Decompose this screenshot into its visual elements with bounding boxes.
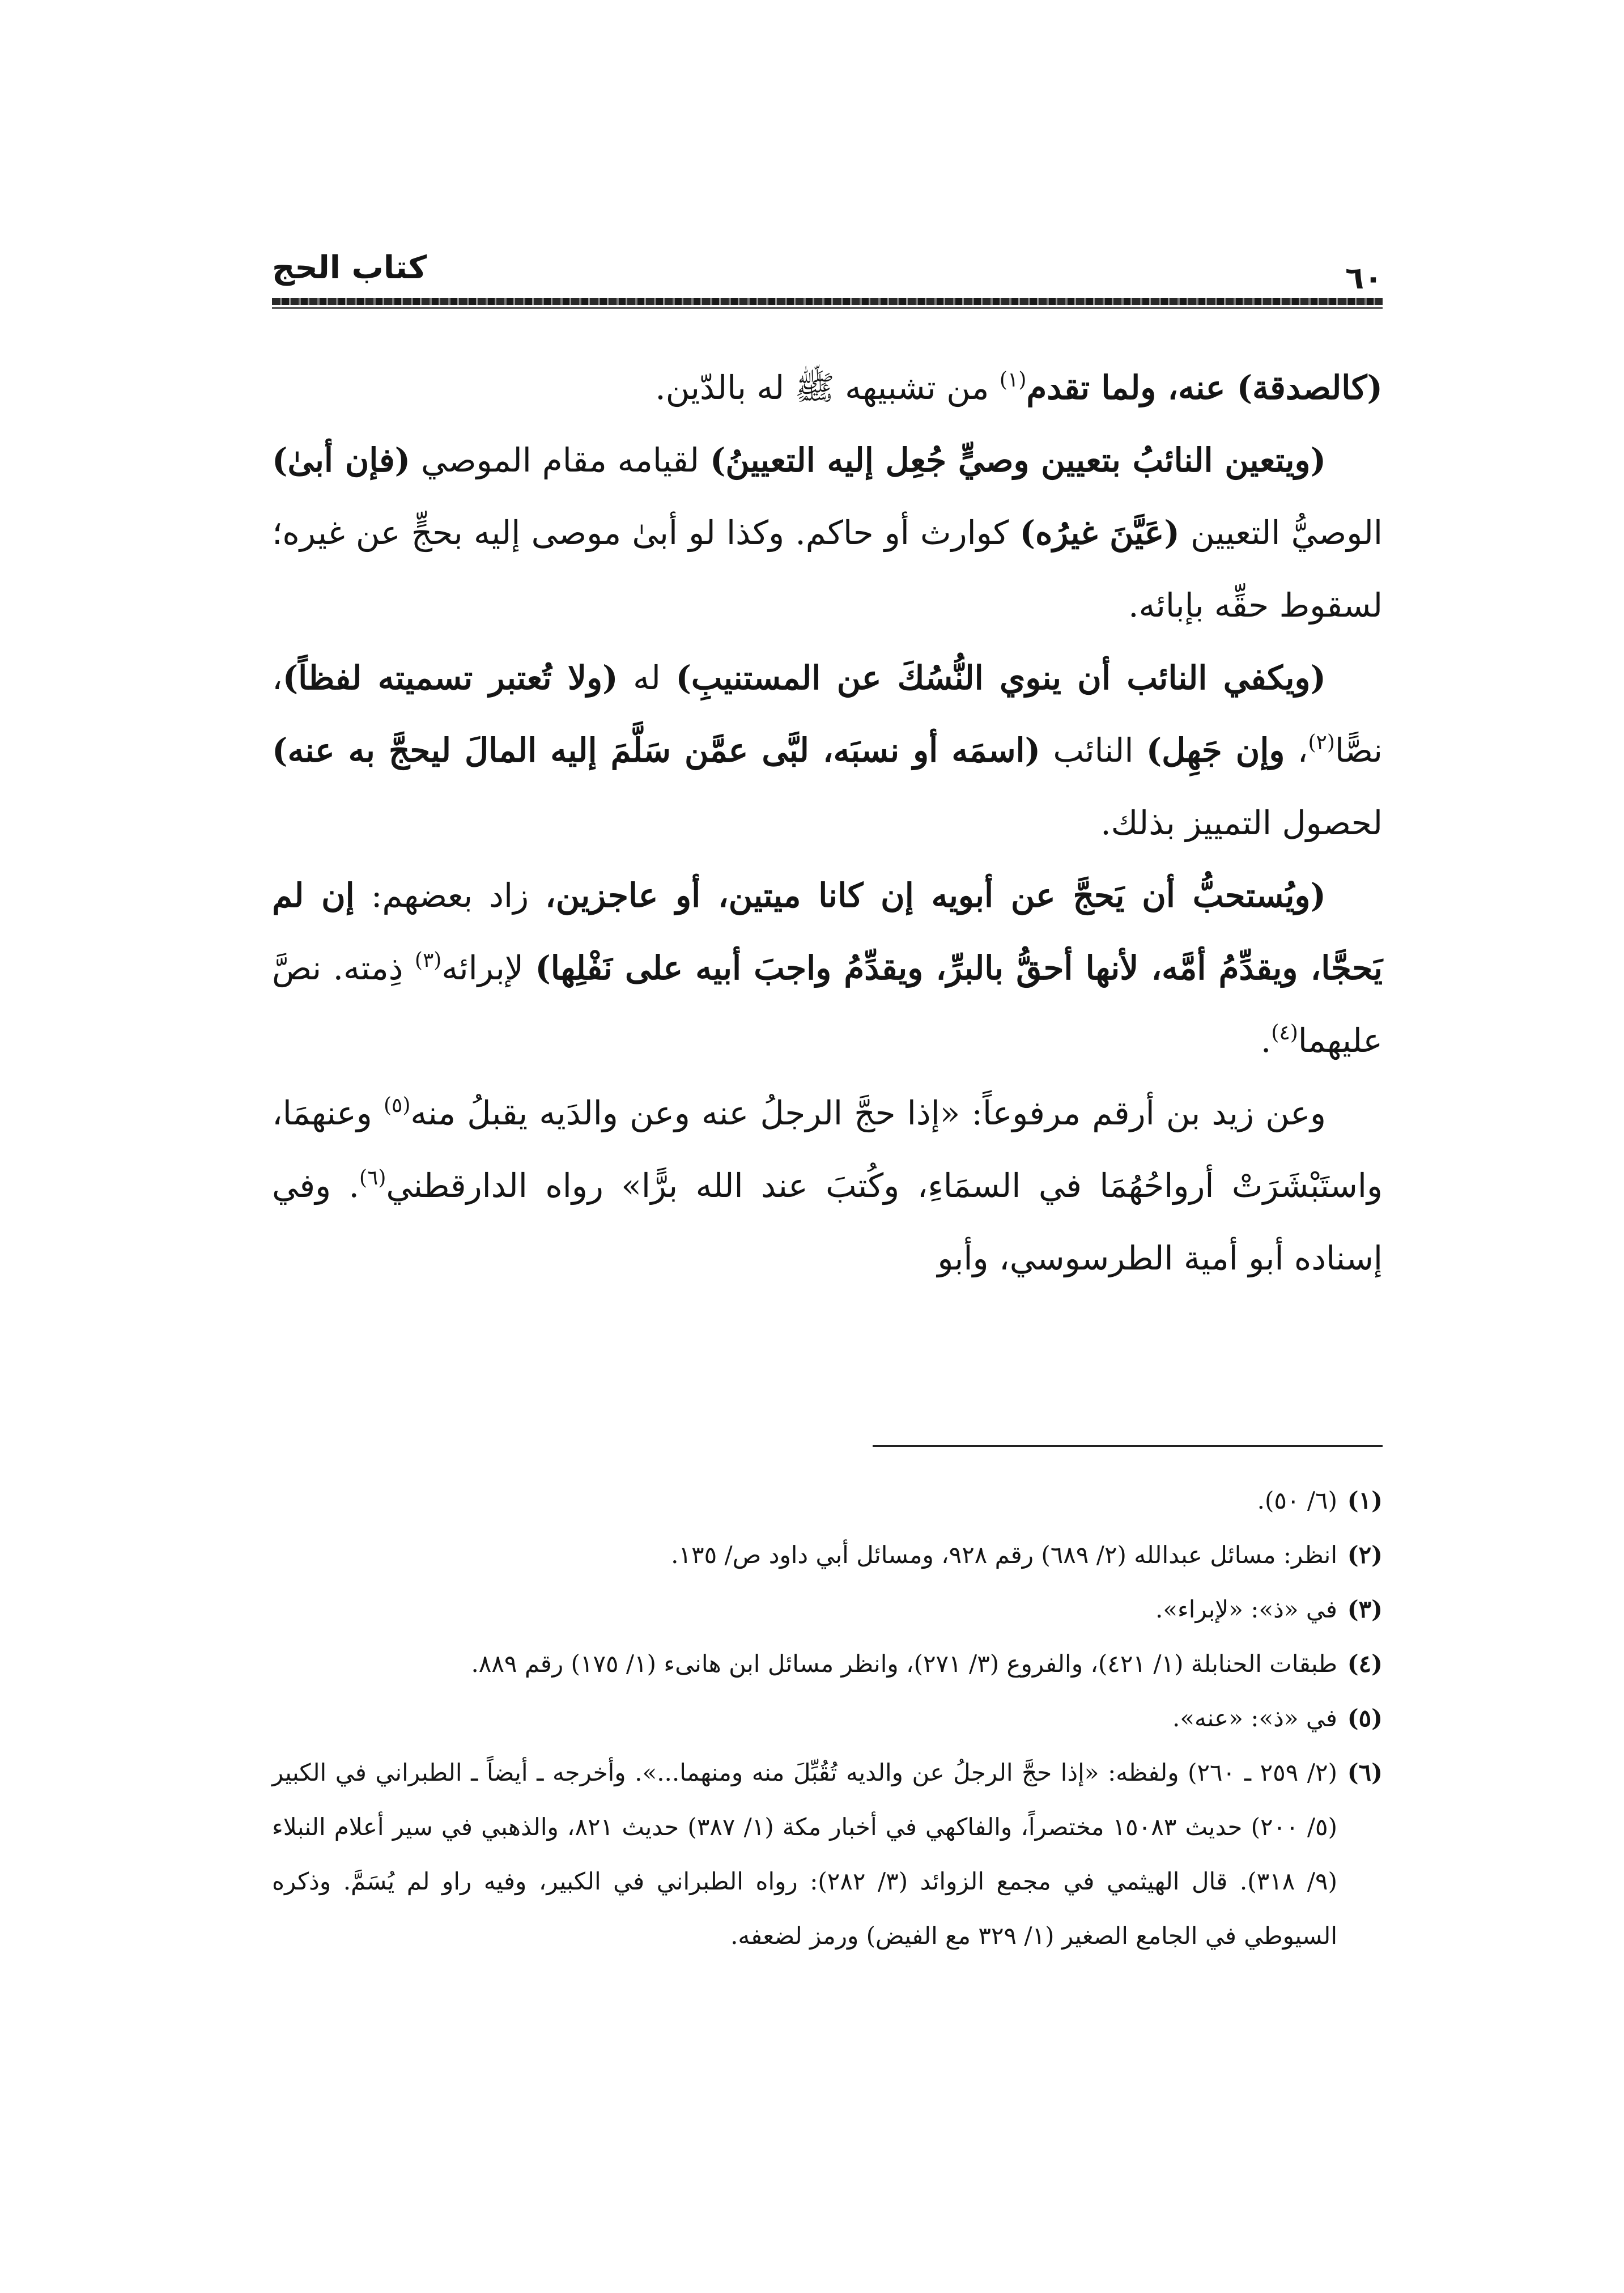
footnote-number: (٥) — [1347, 1704, 1383, 1732]
paragraph — [272, 859, 1383, 1077]
matn-text: (ولا تُعتبر تسميته لفظاً) — [282, 659, 618, 697]
commentary-text: النائب — [1040, 731, 1146, 770]
commentary-text: زاد بعضهم: — [354, 876, 546, 915]
footnote-number: (٦) — [1347, 1759, 1383, 1786]
matn-text: (اسمَه أو نسبَه، لبَّى عمَّن سَلَّمَ إليه المالَ ليحجَّ به عنه) — [272, 731, 1041, 770]
matn-text: (ويتعين النائبُ بتعيين وصيٍّ جُعِل إليه التعيينُ) — [709, 441, 1327, 479]
commentary-text: ، — [1285, 731, 1308, 770]
page-number: ٦٠ — [1345, 260, 1383, 296]
footnote-text: (٢/ ٢٥٩ ـ ٢٦٠) ولفظه: «إذا حجَّ الرجلُ عن والديه تُقُبِّلَ منه ومنهما...». وأخرجه ـ أيضاً ـ الطبراني في الكبير (٥/ ٢٠٠) حديث ١٥٠٨٣ مختصراً، والفاكهي في أخبار مكة (١/ ٣٨٧) حديث ٨٢١، والذهبي في سير أعلام النبلاء (٩/ ٣١٨). قال الهيثمي في مجمع الزوائد (٣/ ٢٨٢): رواه الطبراني في الكبير، وفيه راو لم يُسَمَّ. وذكره السيوطي في الجامع الصغير (١/ ٣٢٩ مع الفيض) ورمز لضعفه. — [272, 1759, 1337, 1950]
footnote-number: (٢) — [1347, 1541, 1383, 1569]
footnote — [272, 1746, 1383, 1963]
main-text — [272, 351, 1383, 1294]
paragraph — [272, 351, 1383, 424]
footnote-text: طبقات الحنابلة (١/ ٤٢١)، والفروع (٣/ ٢٧١)، وانظر مسائل ابن هانىء (١/ ١٧٥) رقم ٨٨٩. — [471, 1650, 1337, 1678]
footnote-ref: (١) — [999, 368, 1027, 392]
footnote-text: في «ذ»: «لإبراء». — [1155, 1595, 1337, 1623]
footnote-ref: (٤) — [1271, 1021, 1298, 1044]
footnote-ref: (٦) — [359, 1166, 386, 1190]
commentary-text: من تشبيهه ﷺ له بالدّين. — [655, 368, 1000, 407]
footnote-ref: (٥) — [383, 1094, 411, 1117]
commentary-text: لقيامه مقام الموصي — [410, 441, 710, 479]
matn-text: وإن جَهِل) — [1146, 731, 1285, 770]
matn-text: (ويكفي النائب أن ينوي النُّسُكَ عن المستنيبِ) — [675, 659, 1327, 697]
matn-text: إن لم يَحجَّا، ويقدِّمُ أمَّه، لأنها أحقُّ بالبرِّ، ويقدِّمُ واجبَ أبيه على نَفْلِها) — [272, 876, 1383, 987]
paragraph — [272, 642, 1383, 859]
commentary-text: ذِمته. نصَّ عليهما — [272, 949, 1383, 1060]
matn-text: (فإن أبىٰ) — [272, 441, 411, 479]
footnote-text: (٦/ ٥٠). — [1257, 1487, 1337, 1514]
commentary-text: كوارث أو حاكم. وكذا لو أبىٰ موصى إليه بحجٍّ عن غيره؛ لسقوط حقِّه بإبائه. — [272, 513, 1383, 625]
page-header — [272, 248, 1383, 311]
matn-text: (كالصدقة) عنه، ولما تقدم — [1026, 368, 1383, 407]
commentary-text: له — [618, 659, 676, 697]
commentary-text: . — [1260, 1021, 1272, 1060]
paragraph — [272, 1077, 1383, 1294]
footnote — [272, 1582, 1383, 1637]
paragraph — [272, 424, 1383, 642]
footnote-number: (١) — [1347, 1487, 1383, 1514]
matn-text: (ويُستحبُّ أن يَحجَّ عن أبويه إن كانا ميتين، أو عاجزين، — [545, 876, 1326, 915]
commentary-text: لحصول التمييز بذلك. — [1100, 804, 1383, 842]
commentary-text: ، نصًّا — [272, 659, 1383, 770]
footnote-number: (٣) — [1347, 1595, 1383, 1623]
header-thin-rule — [272, 307, 1383, 309]
header-ornamental-rule — [272, 298, 1383, 305]
footnote-number: (٤) — [1347, 1650, 1383, 1678]
footnote-ref: (٢) — [1308, 731, 1335, 754]
running-title: كتاب الحج — [272, 249, 427, 286]
footnote-ref: (٣) — [414, 949, 442, 972]
footnote-separator — [873, 1445, 1383, 1447]
footnotes — [272, 1474, 1383, 1963]
commentary-text: وعن زيد بن أرقم مرفوعاً: «إذا حجَّ الرجلُ عنه وعن والدَيه يقبلُ منه — [410, 1094, 1326, 1132]
footnote — [272, 1528, 1383, 1582]
footnote-text: انظر: مسائل عبدالله (٢/ ٦٨٩) رقم ٩٢٨، ومسائل أبي داود ص/ ١٣٥. — [671, 1541, 1337, 1569]
commentary-text: . وفي إسناده أبو أمية الطرسوسي، وأبو — [272, 1166, 1383, 1277]
footnote — [272, 1474, 1383, 1528]
commentary-text: لإبرائه — [441, 949, 535, 987]
commentary-text: وعنهمَا، واستَبْشَرَتْ أرواحُهُمَا في السمَاءِ، وكُتبَ عند الله برًّا» رواه الدارقطني — [272, 1094, 1383, 1205]
footnote — [272, 1691, 1383, 1746]
matn-text: (عَيَّنَ غيرُه) — [1019, 513, 1180, 552]
commentary-text: الوصيُّ التعيين — [1179, 513, 1383, 552]
footnote — [272, 1637, 1383, 1691]
footnote-text: في «ذ»: «عنه». — [1172, 1704, 1337, 1732]
